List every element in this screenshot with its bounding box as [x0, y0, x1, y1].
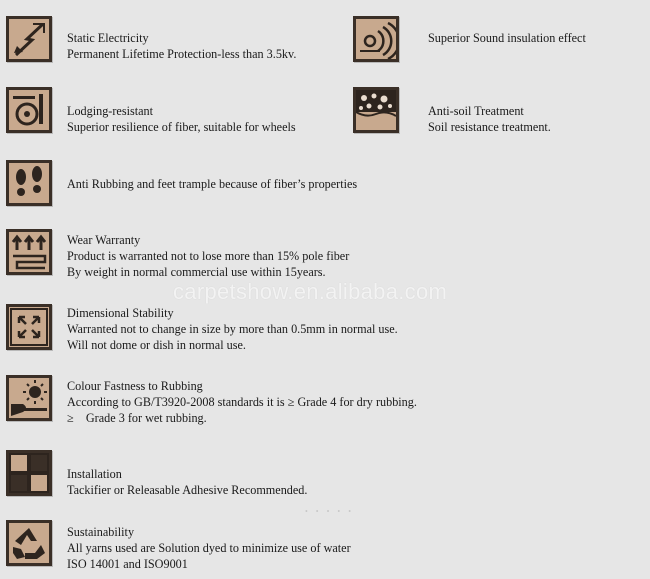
wear-warranty-text — [67, 232, 349, 280]
arrows-up-icon — [6, 229, 52, 275]
anti-rubbing-text — [67, 176, 357, 192]
footprints-icon — [6, 160, 52, 206]
sound-wave-icon — [353, 16, 399, 62]
feature-line: Product is warranted not to lose more than 15% pole fiber — [67, 249, 350, 263]
feature-line: Superior resilience of fiber, suitable for wheels — [67, 120, 296, 134]
feature-title: Anti Rubbing and feet trample because of fiber’s properties — [67, 177, 358, 191]
feature-line: All yarns used are Solution dyed to minimize use of water — [67, 541, 351, 555]
feature-title: Superior Sound insulation effect — [428, 31, 586, 45]
feature-title: Sustainability — [67, 525, 135, 539]
feature-line: ≥ Grade 3 for wet rubbing. — [67, 411, 207, 425]
feature-line: Soil resistance treatment. — [428, 120, 551, 134]
lodging-resistant-text — [67, 103, 296, 135]
lightning-icon — [6, 16, 52, 62]
watermark: carpetshow.en.alibaba.com — [173, 279, 448, 304]
static-electricity-text — [67, 30, 296, 62]
expand-arrows-icon — [6, 304, 52, 350]
feature-title: Installation — [67, 467, 122, 481]
soil-dots-icon — [353, 87, 399, 133]
feature-line: Will not dome or dish in normal use. — [67, 338, 246, 352]
recycle-icon — [6, 520, 52, 566]
dimensional-stability-text — [67, 305, 398, 353]
tiles-icon — [6, 450, 52, 496]
dot-divider: • • • • • — [305, 507, 355, 516]
feature-line: Tackifier or Releasable Adhesive Recommended. — [67, 483, 308, 497]
feature-title: Colour Fastness to Rubbing — [67, 379, 203, 393]
installation-text — [67, 466, 307, 498]
sound-insulation-text — [428, 30, 586, 46]
sun-icon — [6, 375, 52, 421]
feature-title: Static Electricity — [67, 31, 149, 45]
wheel-icon — [6, 87, 52, 133]
anti-soil-text — [428, 103, 551, 135]
colour-fastness-text — [67, 378, 417, 426]
feature-line: ISO 14001 and ISO9001 — [67, 557, 188, 571]
feature-title: Lodging-resistant — [67, 104, 153, 118]
feature-title: Anti-soil Treatment — [428, 104, 524, 118]
feature-title: Wear Warranty — [67, 233, 141, 247]
feature-line: By weight in normal commercial use within 15years. — [67, 265, 326, 279]
sustainability-text — [67, 524, 351, 572]
feature-line: Permanent Lifetime Protection-less than 3.5kv. — [67, 47, 297, 61]
feature-title: Dimensional Stability — [67, 306, 174, 320]
feature-line: According to GB/T3920-2008 standards it is ≥ Grade 4 for dry rubbing. — [67, 395, 417, 409]
feature-line: Warranted not to change in size by more than 0.5mm in normal use. — [67, 322, 398, 336]
